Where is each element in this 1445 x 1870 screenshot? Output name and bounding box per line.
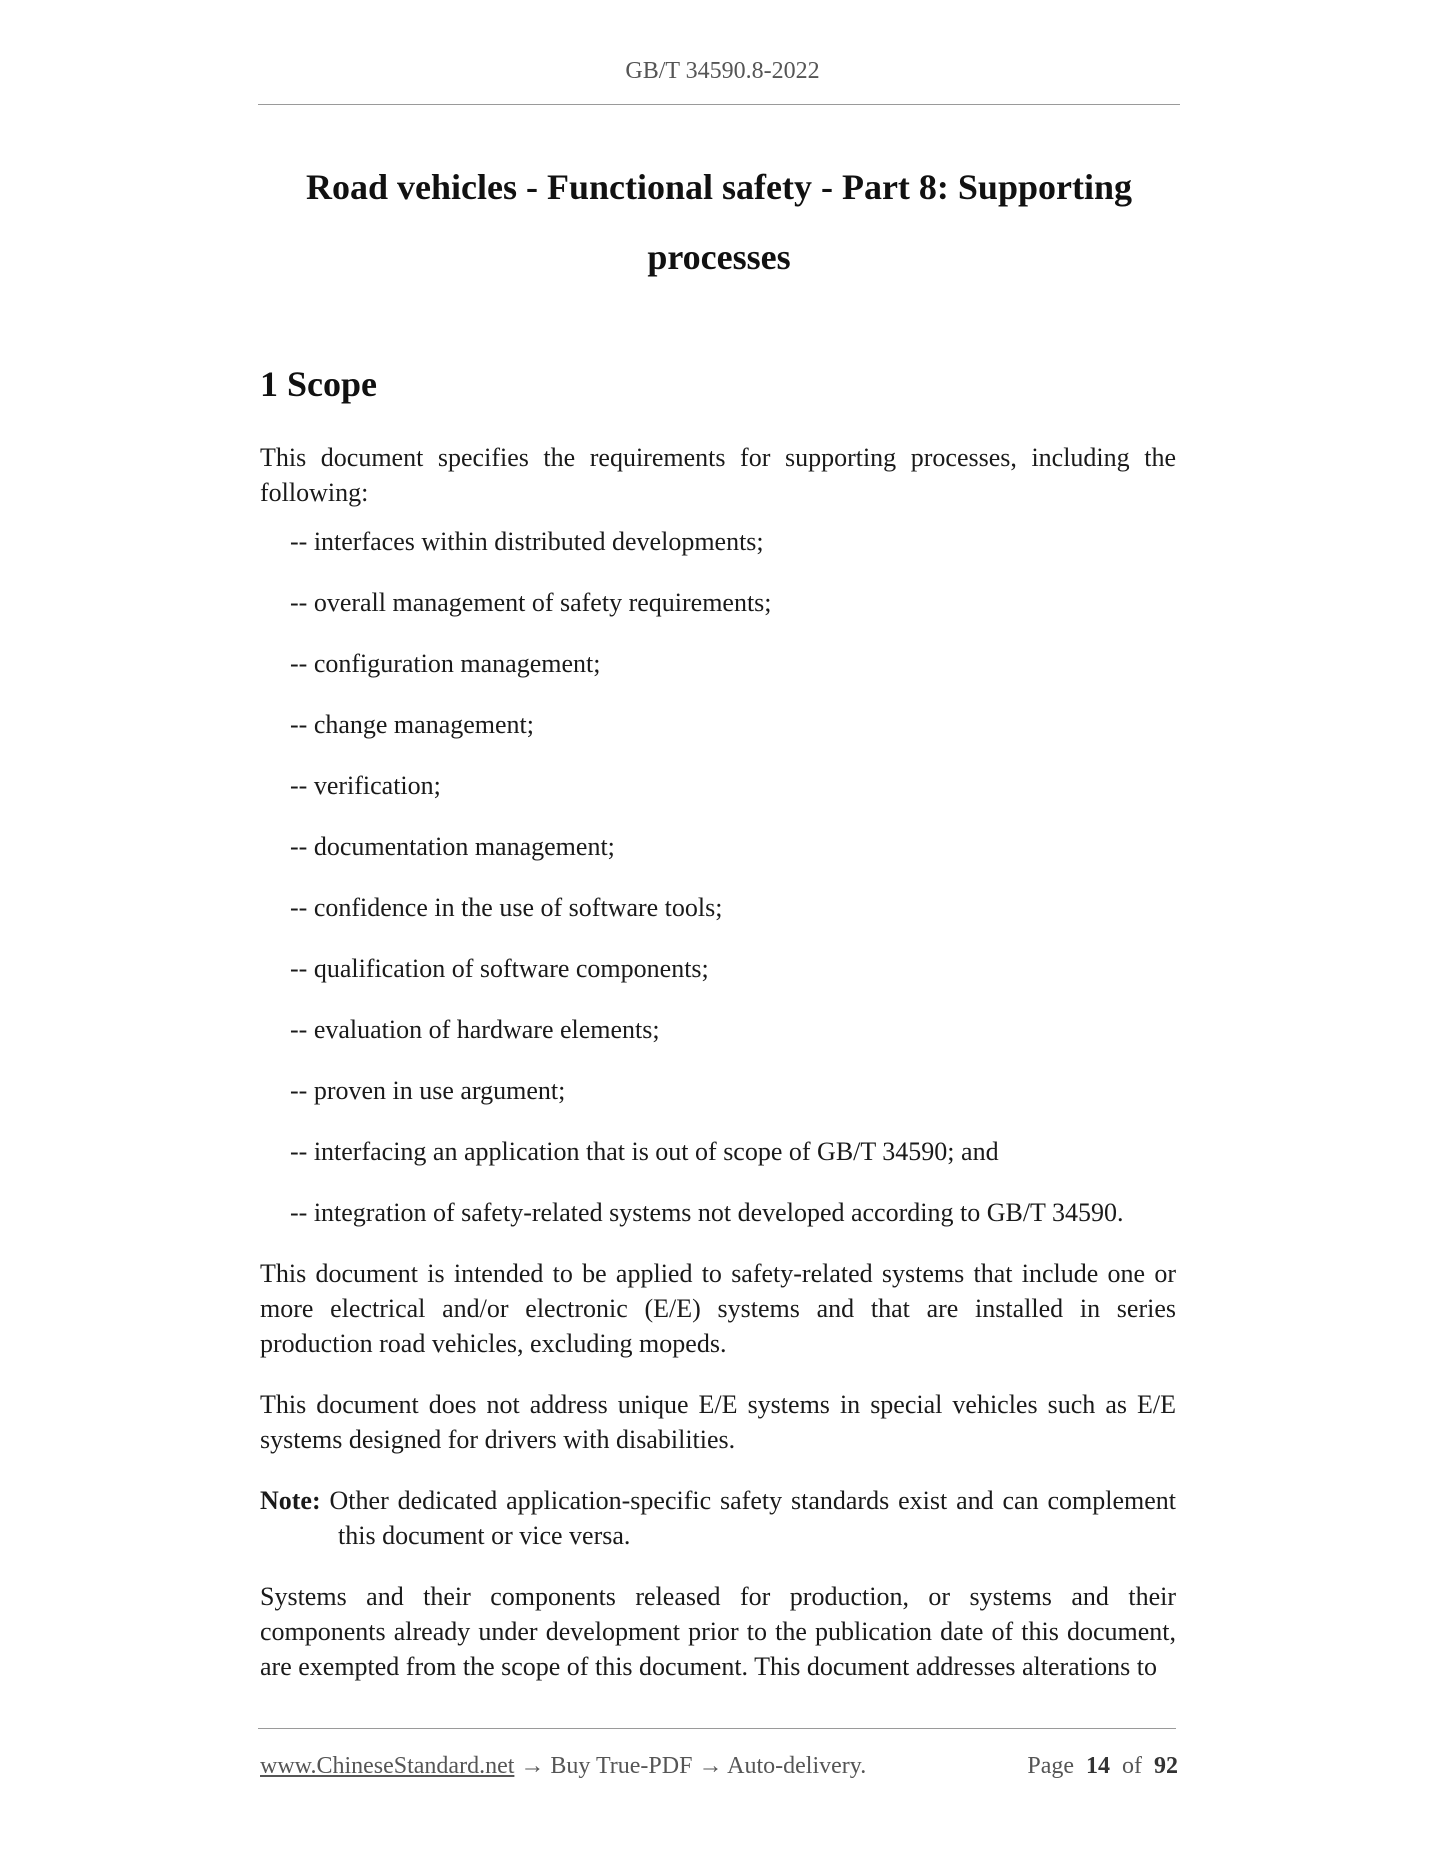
exclusion-paragraph: This document does not address unique E/E systems in special vehicles such as E/E systems designed for drivers with disabilities. <box>260 1390 1176 1454</box>
section-heading: 1 Scope <box>260 364 377 404</box>
header-divider <box>258 104 1180 105</box>
list-item: -- verification; <box>290 771 441 800</box>
list-item: -- proven in use argument; <box>290 1076 566 1105</box>
website-link[interactable]: www.ChineseStandard.net <box>260 1753 515 1779</box>
delivery-text: Auto-delivery. <box>727 1753 867 1779</box>
list-item: -- interfaces within distributed developments; <box>290 527 764 556</box>
of-label: of <box>1122 1753 1142 1779</box>
note-block <box>260 1483 1176 1553</box>
page-current: 14 <box>1086 1753 1110 1779</box>
list-item: -- confidence in the use of software tools; <box>290 893 723 922</box>
standard-code-header: GB/T 34590.8-2022 <box>625 58 820 84</box>
list-item: -- interfacing an application that is out of scope of GB/T 34590; and <box>290 1137 999 1166</box>
title-line-2: processes <box>647 237 791 277</box>
applicability-paragraph: This document is intended to be applied to safety-related systems that include one or more electrical and/or electronic (E/E) systems and that are installed in series production road vehicles, excluding mopeds. <box>260 1259 1176 1358</box>
note-text: Other dedicated application-specific safety standards exist and can complement this document or vice versa. <box>329 1486 1176 1550</box>
page-footer <box>260 1753 1178 1780</box>
main-content <box>260 360 1176 1710</box>
list-item: -- configuration management; <box>290 649 601 678</box>
footer-divider <box>258 1728 1176 1729</box>
intro-paragraph: This document specifies the requirements for supporting processes, including the following: <box>260 443 1176 507</box>
list-item: -- change management; <box>290 710 534 739</box>
arrow-icon: → <box>698 1753 723 1779</box>
document-title <box>258 152 1180 292</box>
exemption-paragraph: Systems and their components released for production, or systems and their components already under development prior to the publication date of this document, are exempted from the scope of this document. This document addresses alterations to <box>260 1582 1176 1681</box>
list-item: -- overall management of safety requirements; <box>290 588 772 617</box>
page-total: 92 <box>1154 1753 1178 1779</box>
page-label: Page <box>1027 1753 1074 1779</box>
page-indicator <box>1027 1753 1178 1780</box>
scope-list <box>260 524 1176 1230</box>
arrow-icon: → <box>520 1753 545 1779</box>
note-label: Note: <box>260 1486 321 1515</box>
list-item: -- documentation management; <box>290 832 615 861</box>
list-item: -- qualification of software components; <box>290 954 709 983</box>
list-item: -- integration of safety-related systems not developed according to GB/T 34590. <box>290 1198 1124 1227</box>
title-line-1: Road vehicles - Functional safety - Part 8: Supporting <box>306 167 1132 207</box>
buy-text: Buy True-PDF <box>550 1753 693 1779</box>
list-item: -- evaluation of hardware elements; <box>290 1015 660 1044</box>
